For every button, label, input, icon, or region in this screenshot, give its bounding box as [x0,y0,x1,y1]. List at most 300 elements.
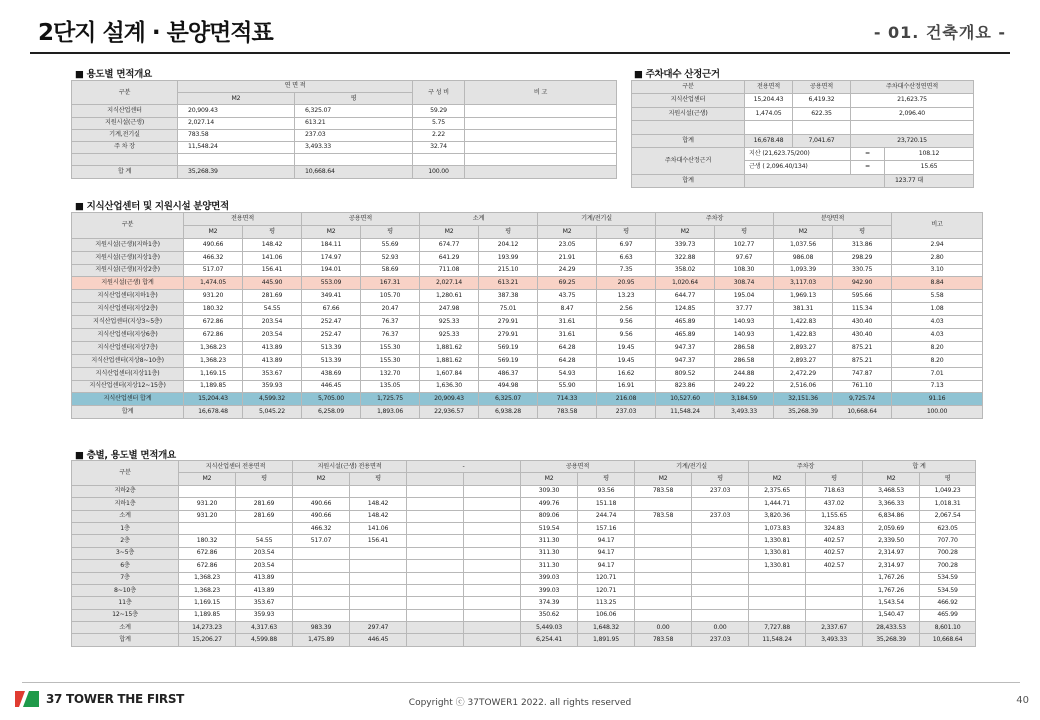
table-cell: 1,475.89 [293,634,350,646]
header-cell: M2 [749,473,806,485]
table-row [72,622,976,634]
table-cell [692,535,749,547]
heading-floor-area: ■ 층별, 용도별 면적개요 [75,450,176,461]
header-cell: M2 [178,93,295,105]
table-cell: 16.62 [597,367,656,380]
table-cell: 297.47 [350,622,407,634]
table-cell: 151.18 [578,498,635,510]
table-cell [692,609,749,621]
table-cell: 32.74 [413,141,465,153]
table-cell: 108.30 [715,264,774,277]
table-cell: 59.29 [413,105,465,117]
table-cell [465,105,617,117]
table-cell: 123.77 대 [885,174,974,187]
table-cell [793,121,851,134]
table-cell: 353.67 [243,367,302,380]
table-cell: 35,268.39 [178,166,295,178]
table-cell: 5,705.00 [302,393,361,406]
table-cell: 10,527.60 [656,393,715,406]
table-cell: 0.00 [692,622,749,634]
table-cell: 466.32 [184,251,243,264]
table-cell: 761.10 [833,380,892,393]
table-cell: 105.70 [361,290,420,303]
table-cell: 0.00 [635,622,692,634]
header-cell: - [407,461,521,473]
row-label: 합계 [72,634,179,646]
header-cell: 평 [236,473,293,485]
table-cell: 94.17 [578,535,635,547]
table-cell: 16,678.48 [184,406,243,419]
table-cell: 11,548.24 [656,406,715,419]
table-cell: 194.01 [302,264,361,277]
header-cell: 평 [479,225,538,238]
table-row [72,329,983,342]
table-cell [465,141,617,153]
table-cell: 140.93 [715,316,774,329]
table-cell: 6,419.32 [793,94,851,107]
header-cell: 지식산업센터 전용면적 [179,461,293,473]
table-cell: 252.47 [302,316,361,329]
table-cell: 494.98 [479,380,538,393]
row-label: 소계 [72,510,179,522]
table-cell [407,485,464,497]
table-cell: 281.69 [236,510,293,522]
table-cell: 5,045.22 [243,406,302,419]
table-cell: 2,893.27 [774,341,833,354]
table-row [72,597,976,609]
table-cell: 672.86 [179,560,236,572]
header-cell: 평 [361,225,420,238]
row-label: 지식산업센터 합계 [72,393,184,406]
table-cell: 1,636.30 [420,380,479,393]
table-cell: 합계 [632,174,745,187]
table-cell: 9.56 [597,329,656,342]
table-cell: 1,330.81 [749,560,806,572]
table-cell: 184.11 [302,238,361,251]
table-cell [635,560,692,572]
table-cell: 37.77 [715,303,774,316]
table-cell: 13.23 [597,290,656,303]
table-cell: 931.20 [179,510,236,522]
header-cell: 공용면적 [793,81,851,94]
table-cell: 195.04 [715,290,774,303]
header-cell: 평 [692,473,749,485]
table-cell: 931.20 [179,498,236,510]
table-cell: 8.20 [892,354,983,367]
header-cell: 평 [806,473,863,485]
table-cell: 399.03 [521,572,578,584]
header-cell: 평 [350,473,407,485]
table-cell: 947.37 [656,354,715,367]
table-cell: 8.47 [538,303,597,316]
table-cell [464,535,521,547]
table-cell: 54.55 [243,303,302,316]
table-row [72,129,617,141]
table-cell: 1,725.75 [361,393,420,406]
table-cell: 534.59 [920,584,976,596]
table-cell: 674.77 [420,238,479,251]
header-cell: 구분 [632,81,745,94]
table-cell: 167.31 [361,277,420,290]
table-cell: 52.93 [361,251,420,264]
table-cell: 279.91 [479,316,538,329]
table-cell [293,572,350,584]
row-label: 7층 [72,572,179,584]
table-cell: 490.66 [184,238,243,251]
table-cell: 지식산업센터 [632,94,745,107]
table-cell: 350.62 [521,609,578,621]
header-cell: 기계/전기실 [538,213,656,226]
header-cell: 전용면적 [745,81,793,94]
table-cell: 324.83 [806,522,863,534]
table-cell: 2,339.50 [863,535,920,547]
row-label: 지식산업센터(지상2층) [72,303,184,316]
header-cell: M2 [521,473,578,485]
table-cell: 2,516.06 [774,380,833,393]
table-cell [179,522,236,534]
table-cell: 180.32 [184,303,243,316]
table-cell: 1,073.83 [749,522,806,534]
table-cell: 2.56 [597,303,656,316]
table-cell [350,560,407,572]
row-label: 지하1층 [72,498,179,510]
table-cell: 413.89 [243,354,302,367]
table-cell [632,121,745,134]
table-cell: 466.92 [920,597,976,609]
table-cell: 313.86 [833,238,892,251]
table-cell: 490.66 [293,498,350,510]
table-cell [350,584,407,596]
table-cell: 3,493.33 [295,141,413,153]
table-cell: 120.71 [578,572,635,584]
row-label: 3~5층 [72,547,179,559]
table-cell: 10,668.64 [833,406,892,419]
table-row [72,634,976,646]
table-cell [692,522,749,534]
table-row [72,290,983,303]
table-cell: 140.93 [715,329,774,342]
table-cell: 700.28 [920,547,976,559]
table-cell [749,584,806,596]
header-cell: M2 [293,473,350,485]
table-cell: 4,317.63 [236,622,293,634]
table-cell: 5.58 [892,290,983,303]
header-cell: 비 고 [465,81,617,105]
table-cell: 지원시설(근생) [632,107,745,120]
table-row [72,238,983,251]
table-cell: 1,169.15 [184,367,243,380]
table-cell: 1,540.47 [863,609,920,621]
table-cell: 402.57 [806,535,863,547]
table-cell: 3,468.53 [863,485,920,497]
header-cell: M2 [656,225,715,238]
table-cell: 19.45 [597,354,656,367]
table-cell [464,560,521,572]
table-cell: 7.35 [597,264,656,277]
table-cell: 16.91 [597,380,656,393]
table-cell: 569.19 [479,354,538,367]
table-cell: 216.08 [597,393,656,406]
table-cell: 986.08 [774,251,833,264]
table-cell: 783.58 [635,634,692,646]
table-row [72,547,976,559]
table-cell: 6,325.07 [479,393,538,406]
table-row [72,251,983,264]
table-cell: 합계 [632,134,745,147]
table-cell: 1,049.23 [920,485,976,497]
table-cell [692,547,749,559]
table-cell: 747.87 [833,367,892,380]
header-cell: 평 [578,473,635,485]
table-cell: 28,433.53 [863,622,920,634]
table-sale-area [71,212,983,419]
table-cell [350,572,407,584]
table-cell: 8.84 [892,277,983,290]
table-cell: 1,020.64 [656,277,715,290]
table-cell: 714.33 [538,393,597,406]
table-cell: 22,936.57 [420,406,479,419]
table-cell [295,154,413,166]
table-cell: 15,204.43 [745,94,793,107]
table-row [72,560,976,572]
table-cell: 809.06 [521,510,578,522]
table-floor-area [71,460,976,647]
table-cell: 2,893.27 [774,354,833,367]
table-cell: 413.89 [236,584,293,596]
table-cell: 486.37 [479,367,538,380]
table-cell: 1,037.56 [774,238,833,251]
table-cell [464,634,521,646]
table-cell [407,572,464,584]
table-cell: 244.88 [715,367,774,380]
table-cell [350,597,407,609]
row-label: 지원시설(근생)(지상1층) [72,251,184,264]
table-cell: 244.74 [578,510,635,522]
table-cell: 672.86 [184,316,243,329]
table-cell: 942.90 [833,277,892,290]
table-row [72,277,983,290]
table-cell: 1,881.62 [420,354,479,367]
table-cell: 106.06 [578,609,635,621]
header-cell: M2 [184,225,243,238]
table-cell: 931.20 [184,290,243,303]
table-row [72,341,983,354]
table-cell [407,535,464,547]
table-cell: 1,189.85 [184,380,243,393]
table-row [72,485,976,497]
table-cell: 21.91 [538,251,597,264]
table-cell: 534.59 [920,572,976,584]
header-cell: 지원시설(근생) 전용면적 [293,461,407,473]
heading-usage-area: ■ 용도별 면적개요 [75,69,152,80]
table-cell: 8.20 [892,341,983,354]
table-cell: 718.63 [806,485,863,497]
table-cell: 281.69 [243,290,302,303]
table-cell: 113.25 [578,597,635,609]
table-cell: 4,599.32 [243,393,302,406]
table-cell: 1,280.61 [420,290,479,303]
table-cell [635,609,692,621]
table-cell [635,572,692,584]
row-label: 합계 [72,406,184,419]
page-number: 40 [1016,695,1029,706]
table-cell [407,597,464,609]
table-cell: 613.21 [479,277,538,290]
table-row [72,498,976,510]
header-cell: 합 계 [863,461,976,473]
table-cell: 193.99 [479,251,538,264]
table-cell: 94.17 [578,547,635,559]
copyright: Copyright ⓒ 37TOWER1 2022. all rights reserved [408,698,632,708]
table-cell: 204.12 [479,238,538,251]
table-cell: 6,834.86 [863,510,920,522]
table-cell: 1,330.81 [749,547,806,559]
row-label: 지식산업센터(지하1층) [72,290,184,303]
table-cell: 519.54 [521,522,578,534]
table-cell: 613.21 [295,117,413,129]
table-cell: 100.00 [413,166,465,178]
table-row [72,380,983,393]
table-cell: 15,206.27 [179,634,236,646]
table-row [72,154,617,166]
table-cell: 311.30 [521,547,578,559]
table-cell: 237.03 [692,634,749,646]
table-cell: 644.77 [656,290,715,303]
row-label [72,154,178,166]
table-cell: 124.85 [656,303,715,316]
table-cell: 2,059.69 [863,522,920,534]
table-cell: 148.42 [243,238,302,251]
header-cell: 기계/전기실 [635,461,749,473]
table-cell: 1,189.85 [179,609,236,621]
row-label: 기계,전기실 [72,129,178,141]
table-cell: 24.29 [538,264,597,277]
table-cell [178,154,295,166]
table-cell: 23.05 [538,238,597,251]
table-cell: 339.73 [656,238,715,251]
table-cell: 108.12 [885,147,974,160]
table-cell: 311.30 [521,560,578,572]
table-cell: 3,493.33 [806,634,863,646]
heading-parking-basis: ■ 주차대수 산정근거 [634,69,720,80]
table-cell: 983.39 [293,622,350,634]
table-cell: 54.55 [236,535,293,547]
table-cell: 6.63 [597,251,656,264]
table-cell [464,622,521,634]
header-cell: 구 성 비 [413,81,465,105]
table-cell: 249.22 [715,380,774,393]
table-cell: 641.29 [420,251,479,264]
table-cell: 465.89 [656,316,715,329]
table-cell: 1,330.81 [749,535,806,547]
header-cell: 평 [715,225,774,238]
table-row [72,393,983,406]
header-cell: 구분 [72,461,179,486]
table-cell: 2.94 [892,238,983,251]
table-cell: 700.28 [920,560,976,572]
table-row [72,264,983,277]
table-cell: 35,268.39 [863,634,920,646]
table-cell: 5,449.03 [521,622,578,634]
table-cell: 1.08 [892,303,983,316]
table-cell: 353.67 [236,597,293,609]
table-cell: 1,368.23 [184,341,243,354]
table-cell: 569.19 [479,341,538,354]
table-cell: 93.56 [578,485,635,497]
table-cell [236,522,293,534]
table-cell: 330.75 [833,264,892,277]
table-cell [692,498,749,510]
table-cell: 298.29 [833,251,892,264]
table-cell: 102.77 [715,238,774,251]
table-cell: 20,909.43 [420,393,479,406]
table-cell: 91.16 [892,393,983,406]
table-cell: 925.33 [420,316,479,329]
table-cell [464,609,521,621]
table-cell: 387.38 [479,290,538,303]
header-cell: 주차장 [656,213,774,226]
table-cell: 2,375.65 [749,485,806,497]
table-cell: = [851,147,885,160]
header-cell [407,473,464,485]
table-cell: 875.21 [833,341,892,354]
footer-divider [22,682,1020,683]
table-cell: 465.89 [656,329,715,342]
header-cell: M2 [863,473,920,485]
header-cell: 구분 [72,213,184,239]
table-cell: 1,648.32 [578,622,635,634]
table-cell: 16,678.48 [745,134,793,147]
table-cell [407,609,464,621]
table-cell [745,121,793,134]
header-cell [464,473,521,485]
table-cell [806,609,863,621]
row-label: 지식산업센터(지상11층) [72,367,184,380]
table-cell: 76.37 [361,316,420,329]
table-cell: 14,273.23 [179,622,236,634]
table-cell: 623.05 [920,522,976,534]
table-cell: 67.66 [302,303,361,316]
table-cell: 7,727.88 [749,622,806,634]
table-cell: 10,668.64 [920,634,976,646]
table-cell [293,560,350,572]
table-cell: 31.61 [538,329,597,342]
table-cell [692,572,749,584]
table-cell [749,572,806,584]
table-cell: 근생 ( 2,096.40/134) [745,161,851,174]
table-cell: 1,543.54 [863,597,920,609]
table-cell: 35,268.39 [774,406,833,419]
table-cell [413,154,465,166]
table-cell: 402.57 [806,547,863,559]
table-cell: 672.86 [179,547,236,559]
table-row [72,535,976,547]
table-cell: 309.30 [521,485,578,497]
table-cell: 402.57 [806,560,863,572]
table-cell: 23,720.15 [851,134,974,147]
table-cell: 1,155.65 [806,510,863,522]
table-cell: 120.71 [578,584,635,596]
section-label: - 01. 건축개요 - [873,23,1006,42]
table-cell: 1,169.15 [179,597,236,609]
table-row [72,367,983,380]
table-cell [464,510,521,522]
table-cell: 7.13 [892,380,983,393]
table-cell [692,597,749,609]
table-cell: 1,422.83 [774,329,833,342]
table-cell: 1,474.05 [745,107,793,120]
table-cell: 237.03 [692,485,749,497]
